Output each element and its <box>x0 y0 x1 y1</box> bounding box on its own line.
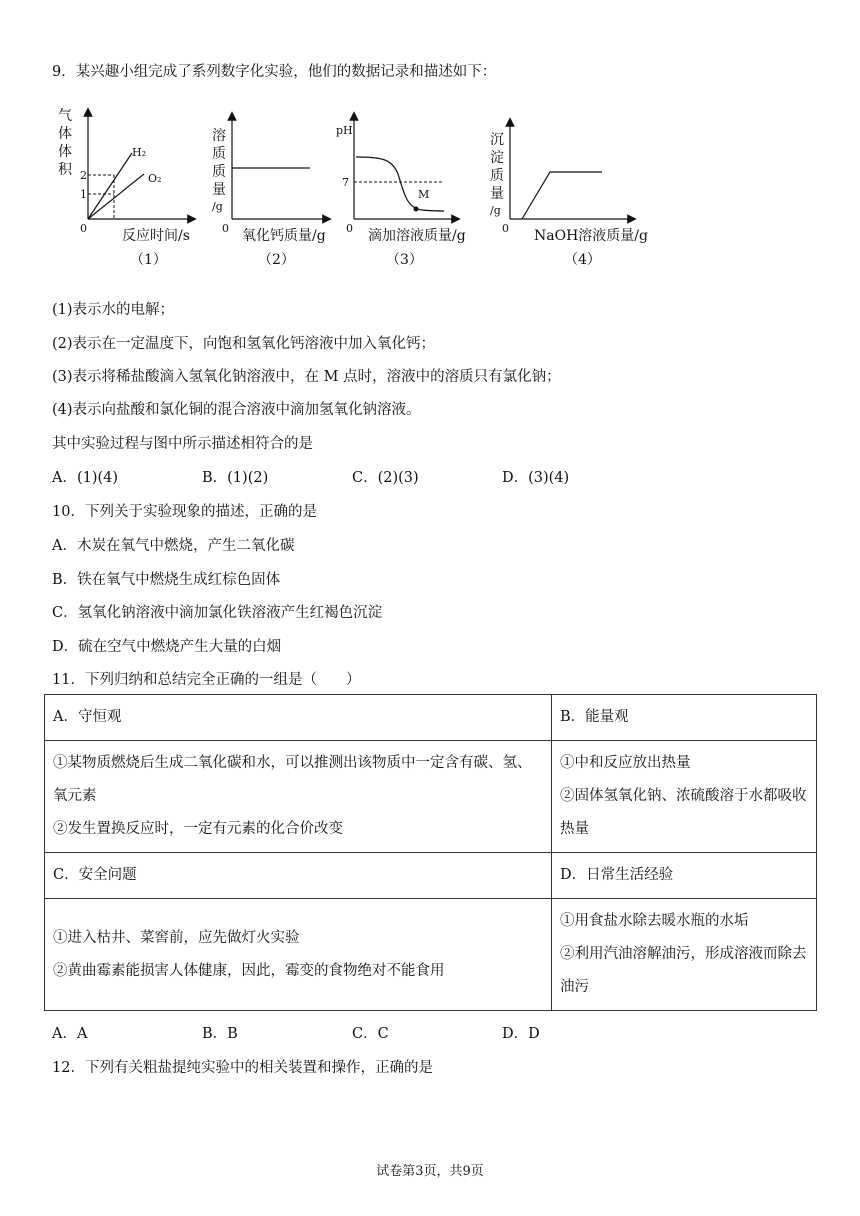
page-footer: 试卷第3页，共9页 <box>376 1164 484 1179</box>
c4-origin: 0 <box>502 222 509 235</box>
c3-origin: 0 <box>346 222 353 235</box>
cell-d-item-2: ②利用汽油溶解油污，形成溶液而除去油污 <box>560 946 807 995</box>
c1-tick-2: 2 <box>80 169 87 182</box>
q9-option-d[interactable]: D．(3)(4) <box>502 470 570 486</box>
q10-option-c[interactable]: C．氢氧化钠溶液中滴加氯化铁溶液产生红褐色沉淀 <box>52 605 383 621</box>
c3-m-label: M <box>418 188 430 201</box>
c2-ylabel-1: 质 <box>212 146 226 162</box>
c2-ylabel-4: /g <box>212 200 223 213</box>
q11-option-c[interactable]: C．C <box>352 1026 389 1042</box>
cell-a-item-2: ②发生置换反应时，一定有元素的化合价改变 <box>53 821 343 837</box>
chart-1 <box>58 108 192 268</box>
c1-origin: 0 <box>80 222 87 235</box>
q9-item-2: (2)表示在一定温度下，向饱和氢氧化钙溶液中加入氧化钙； <box>52 336 436 352</box>
cell-c-item-2: ②黄曲霉素能损害人体健康，因此，霉变的食物绝对不能食用 <box>53 962 445 979</box>
q9-stem: 9．某兴趣小组完成了系列数字化实验，他们的数据记录和描述如下： <box>52 64 497 80</box>
c2-origin: 0 <box>222 222 229 235</box>
cell-a-head: A．守恒观 <box>45 695 552 741</box>
c1-ylabel-0: 气 <box>58 108 72 124</box>
cell-d-head: D．日常生活经验 <box>552 853 817 899</box>
c4-ylabel-1: 淀 <box>490 150 504 166</box>
c1-o2-label: O₂ <box>148 172 162 185</box>
c1-ylabel-2: 体 <box>58 144 72 160</box>
q11-table <box>44 694 817 1011</box>
q9-option-a[interactable]: A．(1)(4) <box>52 470 119 486</box>
c4-ylabel-0: 沉 <box>490 132 504 148</box>
cell-d-body <box>552 899 817 1011</box>
cell-d-item-1: ①用食盐水除去暖水瓶的水垢 <box>560 913 749 929</box>
c3-tick-7: 7 <box>342 176 349 189</box>
c2-ylabel-0: 溶 <box>212 128 226 144</box>
c1-ylabel-1: 体 <box>58 126 72 142</box>
q11-stem: 11．下列归纳和总结完全正确的一组是（ ） <box>52 672 361 688</box>
c1-h2-label: H₂ <box>132 146 147 159</box>
c1-caption: （1） <box>130 252 167 268</box>
chart-4 <box>490 122 648 268</box>
q9-options <box>52 466 772 487</box>
chart-3 <box>336 116 466 268</box>
c4-ylabel-4: /g <box>490 204 501 217</box>
q11-option-d[interactable]: D．D <box>502 1026 540 1042</box>
cell-b-item-1: ①中和反应放出热量 <box>560 755 691 771</box>
cell-a-item-1: ①某物质燃烧后生成二氧化碳和水，可以推测出该物质中一定含有碳、氢、氧元素 <box>53 755 532 804</box>
c2-caption: （2） <box>258 252 295 268</box>
q10-option-d[interactable]: D．硫在空气中燃烧产生大量的白烟 <box>52 639 282 655</box>
c4-ylabel-3: 量 <box>490 186 504 202</box>
q10-option-a[interactable]: A．木炭在氧气中燃烧，产生二氧化碳 <box>52 538 295 554</box>
q10-option-b[interactable]: B．铁在氧气中燃烧生成红棕色固体 <box>52 572 281 588</box>
q11-options <box>52 1022 772 1043</box>
q9-figure <box>52 104 672 274</box>
c4-xlabel: NaOH溶液质量/g <box>534 228 648 244</box>
q9-item-4: (4)表示向盐酸和氯化铜的混合溶液中滴加氢氧化钠溶液。 <box>52 402 421 418</box>
c3-ylabel: pH <box>336 124 353 137</box>
cell-c-body <box>45 899 552 1011</box>
c1-ylabel-3: 积 <box>58 162 72 178</box>
c4-caption: （4） <box>564 252 601 268</box>
q11-option-b[interactable]: B．B <box>202 1026 238 1042</box>
q10-stem: 10．下列关于实验现象的描述，正确的是 <box>52 504 317 520</box>
c1-tick-1: 1 <box>80 188 87 201</box>
q9-item-3: (3)表示将稀盐酸滴入氢氧化钠溶液中，在 M 点时，溶液中的溶质只有氯化钠； <box>52 369 561 385</box>
c2-ylabel-3: 量 <box>212 182 226 198</box>
c1-line-h2 <box>88 153 132 219</box>
chart-2 <box>212 116 327 268</box>
c4-line <box>522 172 602 219</box>
q11-option-a[interactable]: A．A <box>52 1026 88 1042</box>
q9-item-1: (1)表示水的电解； <box>52 302 175 318</box>
q9-question: 其中实验过程与图中所示描述相符合的是 <box>52 436 313 452</box>
cell-a-body <box>45 741 552 853</box>
q9-charts-svg <box>52 104 672 274</box>
c2-xlabel: 氧化钙质量/g <box>242 228 326 244</box>
c1-line-o2 <box>88 174 144 219</box>
q9-option-c[interactable]: C．(2)(3) <box>352 470 419 486</box>
c4-ylabel-2: 质 <box>490 168 504 184</box>
c3-xlabel: 滴加溶液质量/g <box>368 228 466 244</box>
cell-c-item-1: ①进入枯井、菜窖前，应先做灯火实验 <box>53 929 300 946</box>
c3-caption: （3） <box>386 252 423 268</box>
cell-c-head: C．安全问题 <box>45 853 552 899</box>
c3-point-m <box>414 207 419 212</box>
c1-xlabel: 反应时间/s <box>122 228 190 244</box>
cell-b-head: B．能量观 <box>552 695 817 741</box>
q9-option-b[interactable]: B．(1)(2) <box>202 470 269 486</box>
c2-ylabel-2: 质 <box>212 164 226 180</box>
cell-b-body <box>552 741 817 853</box>
c3-curve <box>356 157 444 211</box>
cell-b-item-2: ②固体氢氧化钠、浓硫酸溶于水都吸收热量 <box>560 788 807 837</box>
q12-stem: 12．下列有关粗盐提纯实验中的相关装置和操作，正确的是 <box>52 1060 433 1076</box>
